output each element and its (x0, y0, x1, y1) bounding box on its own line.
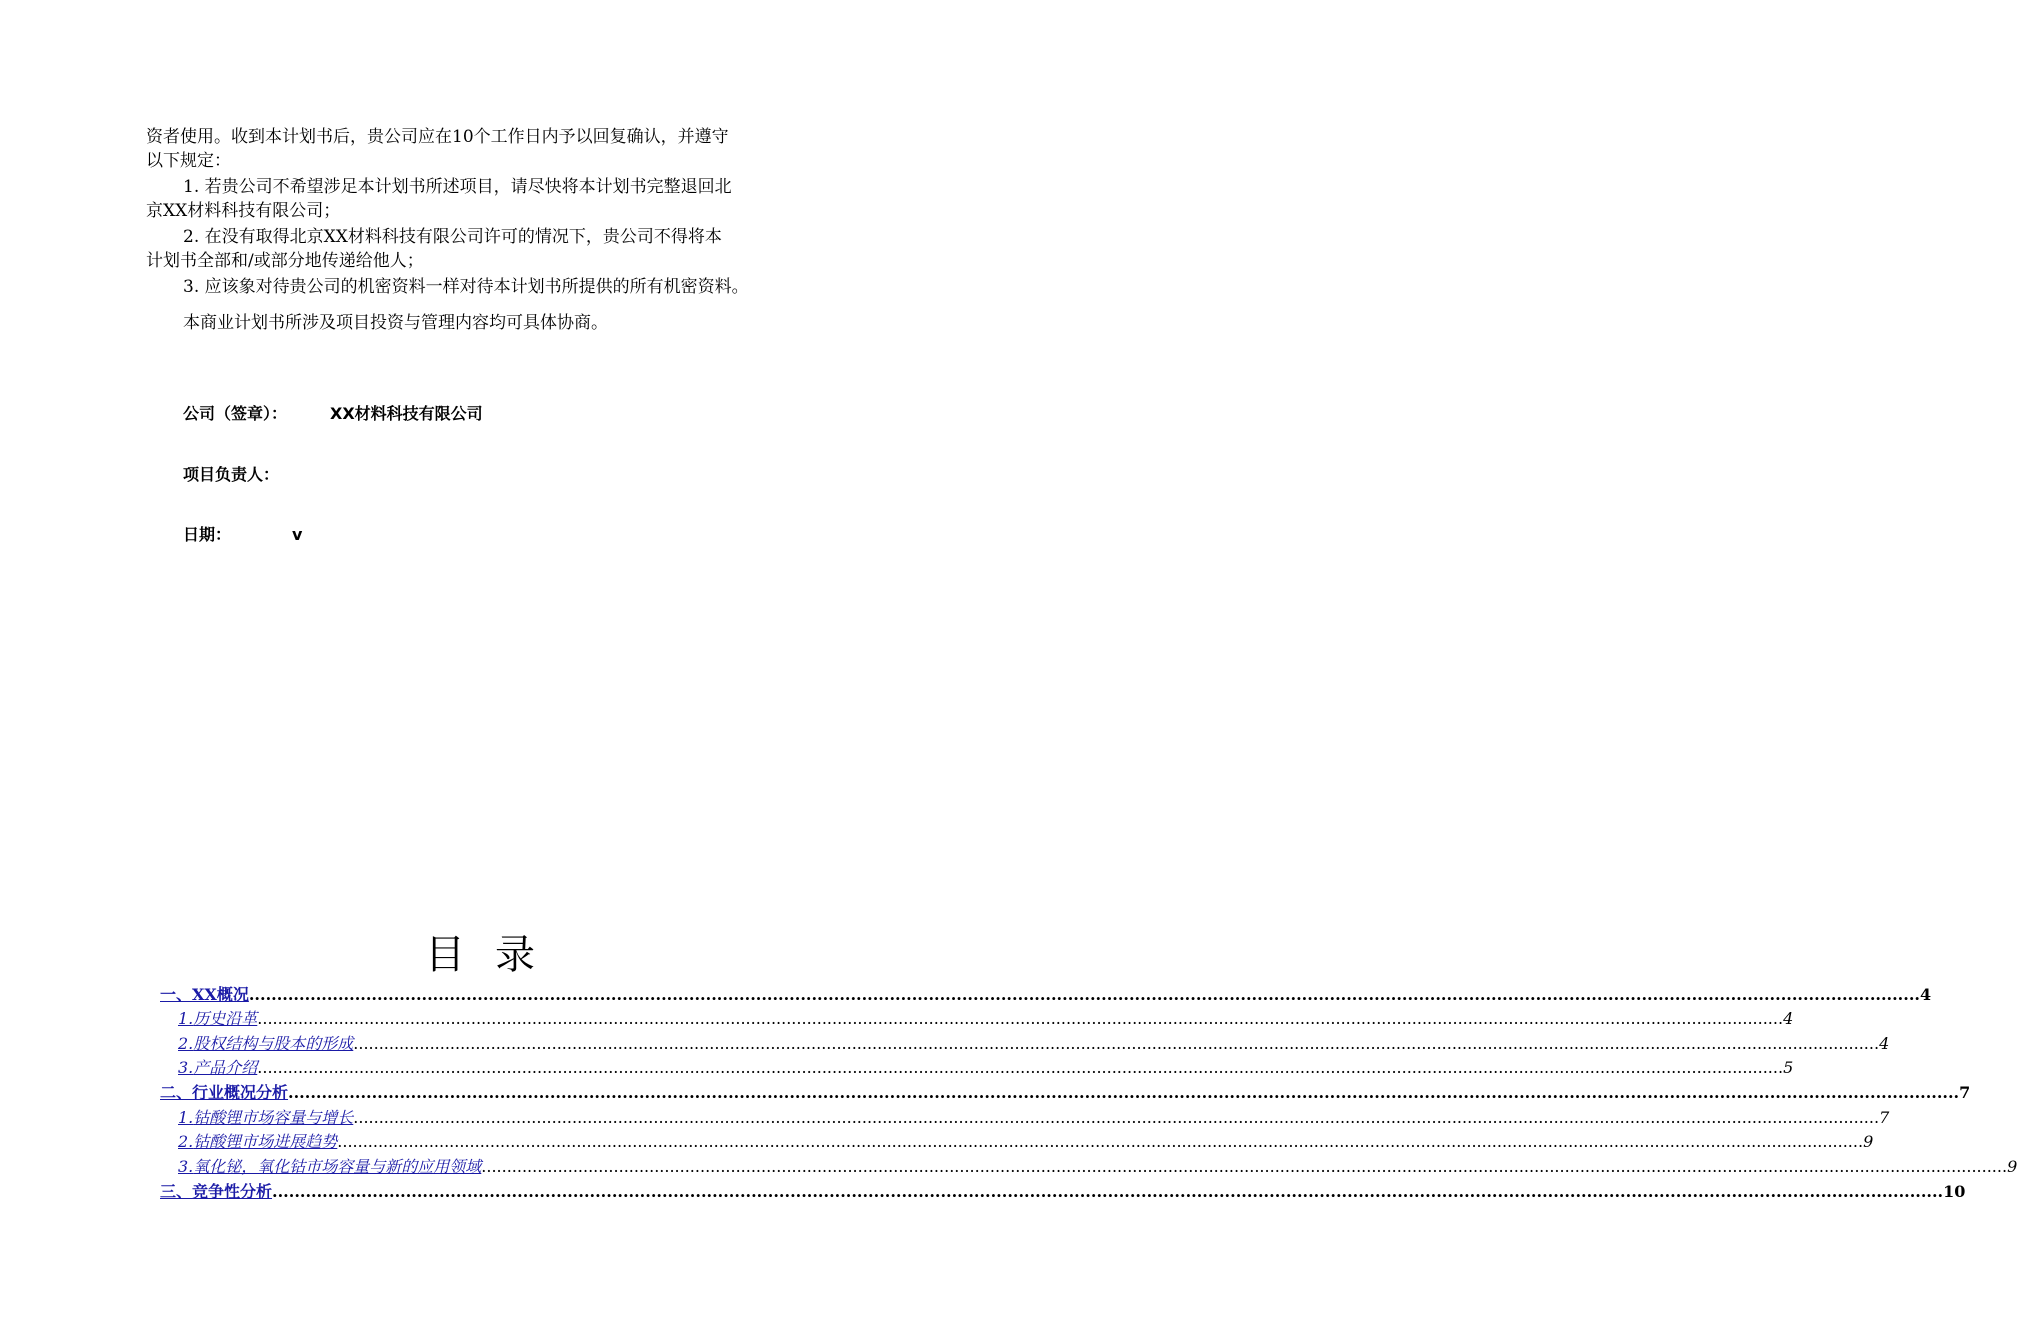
toc-leader-dots: ............................................................................................................................................................................................................................................................................................................ (353, 1108, 1880, 1127)
negotiation-note: 本商业计划书所涉及项目投资与管理内容均可具体协商。 (183, 313, 608, 333)
toc-entry-number[interactable]: 1. (178, 1108, 194, 1127)
body-text-line: 资者使用。收到本计划书后，贵公司应在10个工作日内予以回复确认，并遵守 (146, 127, 729, 147)
toc-title: 目录 (425, 932, 565, 978)
toc-leader-dots: ............................................................................................................................................................................................................................................................................................................ (257, 1009, 1784, 1028)
toc-leader-dots: ............................................................................................................................................................................................................................................................................................................ (257, 1058, 1784, 1077)
company-seal-label: 公司（签章）： (183, 404, 288, 423)
toc-entry-page[interactable]: 4 (1783, 1009, 1794, 1028)
toc-entry[interactable] (178, 1131, 1874, 1153)
toc-entry-number[interactable]: 2. (178, 1132, 194, 1151)
toc-leader-dots: ............................................................................................................................................................................................................................................................................................................ (272, 1182, 1944, 1201)
toc-entry-page[interactable]: 10 (1943, 1182, 1966, 1201)
toc-entry-title[interactable]: 行业概况分析 (192, 1083, 289, 1102)
rule-item-3: 3. 应该象对待贵公司的机密资料一样对待本计划书所提供的所有机密资料。 (183, 277, 749, 297)
body-text-line: 计划书全部和/或部分地传递给他人； (146, 251, 424, 271)
body-text-line: 京XX材料科技有限公司； (146, 201, 341, 221)
toc-entry-number[interactable]: 3. (178, 1058, 194, 1077)
rule-item-2: 2. 在没有取得北京XX材料科技有限公司许可的情况下，贵公司不得将本 (183, 227, 722, 247)
toc-entry-title[interactable]: 钴酸锂市场进展趋势 (193, 1132, 338, 1151)
toc-entry-number[interactable]: 一、 (160, 985, 193, 1004)
toc-entry-number[interactable]: 三、 (160, 1182, 193, 1201)
toc-entry-page[interactable]: 5 (1783, 1058, 1794, 1077)
toc-entry-number[interactable]: 二、 (160, 1083, 193, 1102)
toc-leader-dots: ............................................................................................................................................................................................................................................................................................................ (288, 1083, 1960, 1102)
body-text-line: 以下规定： (146, 151, 231, 171)
toc-leader-dots: ............................................................................................................................................................................................................................................................................................................ (248, 985, 1920, 1004)
toc-entry-page[interactable]: 7 (1959, 1083, 1971, 1102)
rule-item-1: 1. 若贵公司不希望涉足本计划书所述项目，请尽快将本计划书完整退回北 (183, 177, 732, 197)
company-name: XX材料科技有限公司 (330, 404, 483, 423)
toc-entry-number[interactable]: 2. (178, 1034, 194, 1053)
toc-entry-title[interactable]: 历史沿革 (193, 1009, 258, 1028)
toc-entry[interactable] (160, 1082, 1971, 1104)
toc-entry-page[interactable]: 4 (1879, 1034, 1890, 1053)
toc-entry-number[interactable]: 3. (178, 1157, 194, 1176)
toc-leader-dots: ............................................................................................................................................................................................................................................................................................................ (353, 1034, 1880, 1053)
toc-entry[interactable] (160, 984, 1932, 1006)
toc-entry-title[interactable]: 产品介绍 (193, 1058, 258, 1077)
project-lead-label: 项目负责人： (183, 465, 280, 484)
toc-entry[interactable] (160, 1181, 1966, 1203)
toc-entry[interactable] (178, 1008, 1794, 1030)
toc-leader-dots: ............................................................................................................................................................................................................................................................................................................ (481, 1157, 2008, 1176)
toc-entry-number[interactable]: 1. (178, 1009, 194, 1028)
date-label: 日期： (183, 525, 232, 544)
toc-entry[interactable] (178, 1107, 1890, 1129)
toc-entry-page[interactable]: 9 (2007, 1157, 2017, 1176)
toc-entry[interactable] (178, 1057, 1794, 1079)
toc-entry-title[interactable]: 钴酸锂市场容量与增长 (193, 1108, 354, 1127)
toc-entry-title[interactable]: 股权结构与股本的形成 (193, 1034, 354, 1053)
toc-entry[interactable] (178, 1033, 1890, 1055)
toc-leader-dots: ............................................................................................................................................................................................................................................................................................................ (337, 1132, 1864, 1151)
toc-entry-page[interactable]: 7 (1879, 1108, 1890, 1127)
date-value: v (292, 525, 303, 544)
toc-entry-page[interactable]: 4 (1919, 985, 1932, 1004)
toc-entry-page[interactable]: 9 (1863, 1132, 1874, 1151)
toc-entry-title[interactable]: 氧化铋，氧化钴市场容量与新的应用领域 (193, 1157, 482, 1176)
toc-entry-title[interactable]: 竞争性分析 (192, 1182, 273, 1201)
toc-entry[interactable] (178, 1156, 2017, 1178)
toc-entry-title[interactable]: XX概况 (192, 985, 249, 1004)
